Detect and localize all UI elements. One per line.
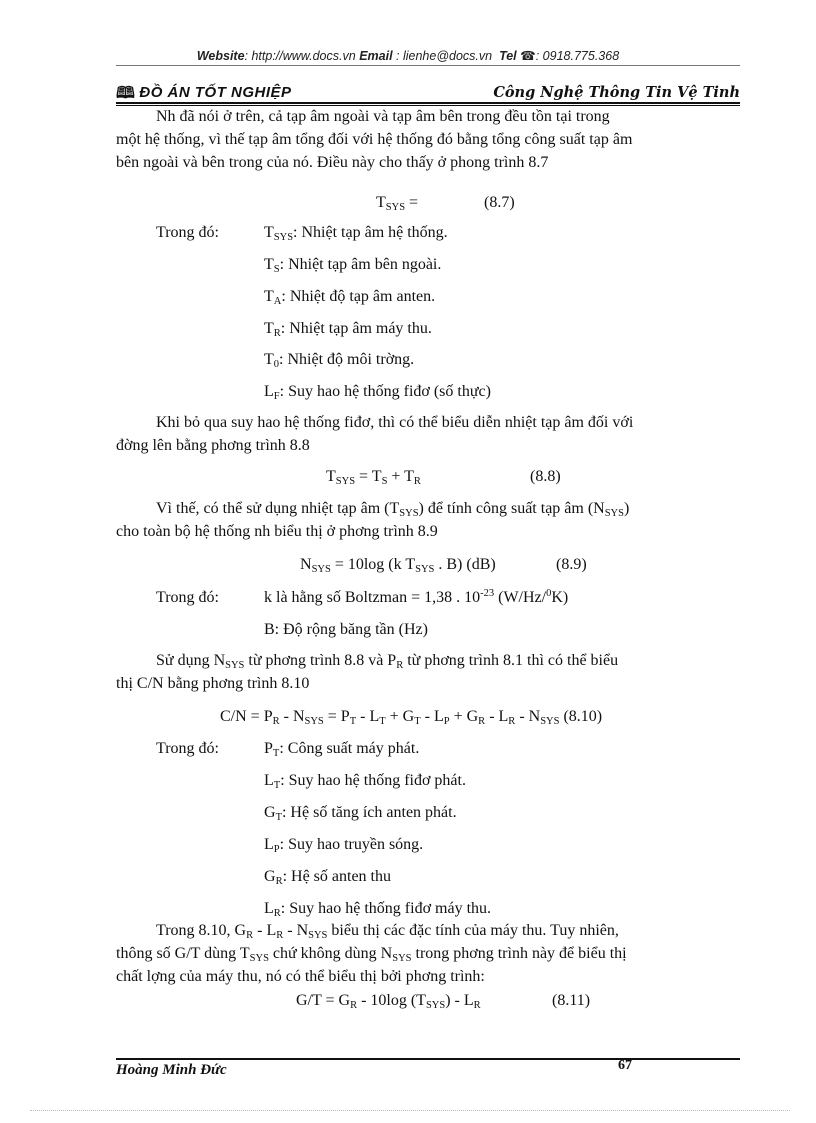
para1-line3: bên ngoài và bên trong của nó. Điều này cho thấy ở phong trình 8.7 — [116, 154, 549, 171]
book-icon: 🕮 — [116, 85, 136, 99]
definition-item: $T_R$: Nhiệt tạp âm máy thu. — [264, 320, 432, 339]
author-name: Hoàng Minh Đức — [116, 1062, 227, 1077]
phone-icon: ☎ — [520, 49, 536, 63]
definition-item: $G_R$: Hệ số anten thu — [264, 868, 391, 887]
website-label: Website — [196, 49, 245, 63]
para3-line2: cho toàn bộ hệ thống nh biểu thị ở phơng trình 8.9 — [116, 523, 438, 540]
para4-line2: thị C/N bằng phơng trình 8.10 — [116, 675, 310, 692]
footer-rule — [116, 1058, 740, 1060]
email-address[interactable]: : lienhe@docs.vn — [392, 49, 493, 63]
email-label: Email — [359, 49, 393, 63]
equation-number: (8.8) — [530, 468, 561, 485]
para4-line1: Sử dụng $N_{SYS}$ từ phơng trình 8.8 và $P_R$ từ phơng trình 8.1 thì có thể biểu — [156, 652, 619, 671]
para2-line1: Khi bỏ qua suy hao hệ thống fiđơ, thì có thể biểu diễn nhiệt tạp âm đối với — [156, 414, 634, 431]
para1-line1: Nh đã nói ở trên, cả tạp âm ngoài và tạp âm bên trong đều tồn tại trong — [156, 108, 610, 125]
page-bottom-dotted-border — [30, 1110, 790, 1111]
definition-item: $T_0$: Nhiệt độ môi trờng. — [264, 351, 415, 370]
definition-item: $L_F$: Suy hao hệ thống fiđơ (số thực) — [264, 383, 491, 402]
tel-label: Tel — [499, 49, 517, 63]
para2-line2: đờng lên bằng phơng trình 8.8 — [116, 437, 310, 454]
doc-title-right: Công Nghệ Thông Tin Vệ Tinh — [493, 84, 740, 101]
where-label: Trong đó: — [156, 740, 219, 757]
page-number: 67 — [618, 1058, 632, 1073]
definition-item: $T_{SYS}$: Nhiệt tạp âm hệ thống. — [264, 224, 448, 243]
header-rule-thin — [116, 105, 740, 106]
para5-line2: thông số G/T dùng $T_{SYS}$ chứ không dùng $N_{SYS}$ trong phơng trình này để biểu thị — [116, 945, 627, 964]
equation-number: (8.9) — [556, 556, 587, 573]
website-url[interactable]: : http://www.docs.vn — [244, 49, 356, 63]
definition-item: $L_T$: Suy hao hệ thống fiđơ phát. — [264, 772, 466, 791]
equation-number: (8.7) — [484, 194, 515, 211]
para5-line1: Trong 8.10, $G_R - L_R - N_{SYS}$ biểu thị các đặc tính của máy thu. Tuy nhiên, — [156, 922, 619, 941]
header-divider — [116, 65, 740, 66]
para3-line1: Vì thế, có thể sử dụng nhiệt tạp âm $(T_{SYS})$ để tính công suất tạp âm $(N_{SYS})$ — [156, 500, 630, 519]
website-header-line — [0, 48, 816, 63]
boltzmann-definition: k là hằng số Boltzman = 1,38 . $10^{-23}$ (W/Hz/$^0$K) — [264, 588, 569, 606]
equation-8-7: $T_{SYS}$ = — [376, 194, 419, 213]
equation-number: (8.11) — [552, 992, 591, 1009]
equation-8-10: $C/N = P_R - N_{SYS} = P_T - L_T + G_T - L_P + G_R - L_R - N_{SYS}$ (8.10) — [220, 708, 603, 727]
definition-item: $L_R$: Suy hao hệ thống fiđơ máy thu. — [264, 900, 492, 919]
equation-8-11: $G/T = G_R - 10\log$ $(T_{SYS}) - L_R$ — [296, 992, 481, 1011]
bandwidth-definition: B: Độ rộng băng tần (Hz) — [264, 621, 428, 638]
definition-item: $P_T$: Công suất máy phát. — [264, 740, 420, 759]
definition-item: $T_A$: Nhiệt độ tạp âm anten. — [264, 288, 436, 307]
definition-item: $G_T$: Hệ số tăng ích anten phát. — [264, 804, 457, 823]
phone-number: : 0918.775.368 — [535, 49, 620, 63]
definition-item: $L_P$: Suy hao truyền sóng. — [264, 836, 424, 855]
where-label: Trong đó: — [156, 224, 219, 241]
thesis-title: ĐỒ ÁN TỐT NGHIỆP — [139, 84, 292, 99]
equation-8-8: $T_{SYS} = T_S + T_R$ — [326, 468, 421, 487]
equation-8-9: $N_{SYS} = 10\log$ (k $T_{SYS}$ . B) (dB) — [300, 556, 496, 575]
where-label: Trong đó: — [156, 589, 219, 606]
doc-title-left — [116, 82, 292, 99]
para1-line2: một hệ thống, vì thế tạp âm tổng đối với hệ thống đó bằng tổng công suất tạp âm — [116, 131, 633, 148]
definition-item: $T_S$: Nhiệt tạp âm bên ngoài. — [264, 256, 442, 275]
header-rule-thick — [116, 102, 740, 104]
para5-line3: chất lợng của máy thu, nó có thể biểu thị bởi phơng trình: — [116, 968, 485, 985]
